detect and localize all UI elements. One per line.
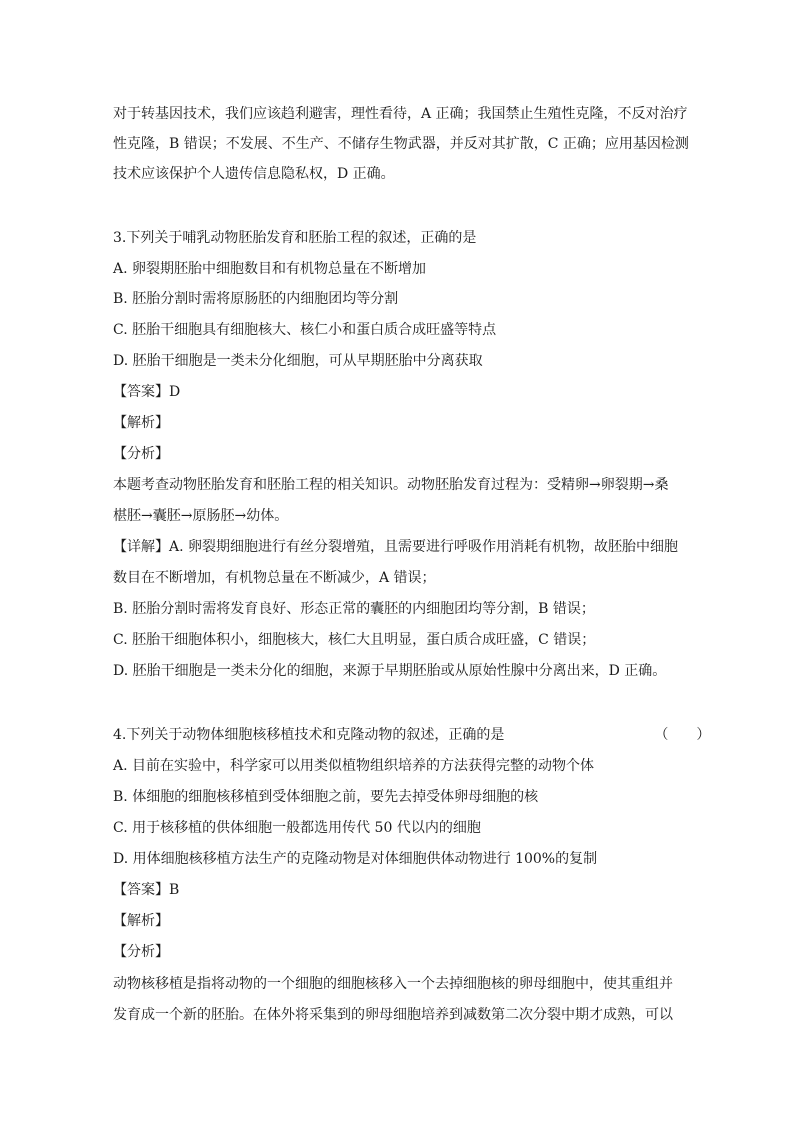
q4-analysis-line-2: 发育成一个新的胚胎。在体外将采集到的卵母细胞培养到减数第二次分裂中期才成熟，可以 [113,1007,673,1023]
q3-option-a: A. 卵裂期胚胎中细胞数目和有机物总量在不断增加 [113,261,427,277]
q3-jiexi-heading: 【解析】 [113,415,169,431]
q3-stem: 3.下列关于哺乳动物胚胎发育和胚胎工程的叙述，正确的是 [113,230,477,246]
q3-detail-line-4: C. 胚胎干细胞体积小，细胞核大，核仁大且明显，蛋白质合成旺盛，C 错误； [113,632,596,648]
q4-answer-paren: （ ） [654,727,711,743]
q3-detail-line-1: 【详解】A. 卵裂期细胞进行有丝分裂增殖，且需要进行呼吸作用消耗有机物，故胚胎中细胞 [113,539,679,555]
q4-stem: 4.下列关于动物体细胞核移植技术和克隆动物的叙述，正确的是 [113,727,505,743]
q4-stem-row [113,725,711,745]
q3-answer: 【答案】D [113,384,181,400]
q3-option-b: B. 胚胎分割时需将原肠胚的内细胞团均等分割 [113,291,399,307]
q3-option-d: D. 胚胎干细胞是一类未分化细胞，可从早期胚胎中分离获取 [113,353,483,369]
q4-option-c: C. 用于核移植的供体细胞一般都选用传代 50 代以内的细胞 [113,820,481,836]
q4-fenxi-heading: 【分析】 [113,944,169,960]
q4-option-d: D. 用体细胞核移植方法生产的克隆动物是对体细胞供体动物进行 100%的复制 [113,851,598,867]
intro-line-2: 性克隆，B 错误；不发展、不生产、不储存生物武器，并反对其扩散，C 正确；应用基因检测 [113,136,689,152]
q3-option-c: C. 胚胎干细胞具有细胞核大、核仁小和蛋白质合成旺盛等特点 [113,322,497,338]
q3-detail-line-2: 数目在不断增加，有机物总量在不断减少，A 错误； [113,570,436,586]
q3-analysis-line-2: 椹胚→囊胚→原肠胚→幼体。 [113,508,289,524]
q4-option-a: A. 目前在实验中，科学家可以用类似植物组织培养的方法获得完整的动物个体 [113,758,595,774]
q3-detail-line-3: B. 胚胎分割时需将发育良好、形态正常的囊胚的内细胞团均等分割，B 错误； [113,601,595,617]
q3-fenxi-heading: 【分析】 [113,446,169,462]
q3-analysis-line-1: 本题考查动物胚胎发育和胚胎工程的相关知识。动物胚胎发育过程为：受精卵→卵裂期→桑 [113,477,669,493]
q4-analysis-line-1: 动物核移植是指将动物的一个细胞的细胞核移入一个去掉细胞核的卵母细胞中，使其重组并 [113,976,673,992]
q4-jiexi-heading: 【解析】 [113,913,169,929]
intro-line-1: 对于转基因技术，我们应该趋利避害，理性看待，A 正确；我国禁止生殖性克隆，不反对治疗 [113,106,688,122]
q4-answer: 【答案】B [113,882,180,898]
q3-detail-line-5: D. 胚胎干细胞是一类未分化的细胞，来源于早期胚胎或从原始性腺中分离出来，D 正确。 [113,663,667,679]
intro-line-3: 技术应该保护个人遗传信息隐私权，D 正确。 [113,166,395,182]
q4-option-b: B. 体细胞的细胞核移植到受体细胞之前，要先去掉受体卵母细胞的核 [113,789,539,805]
